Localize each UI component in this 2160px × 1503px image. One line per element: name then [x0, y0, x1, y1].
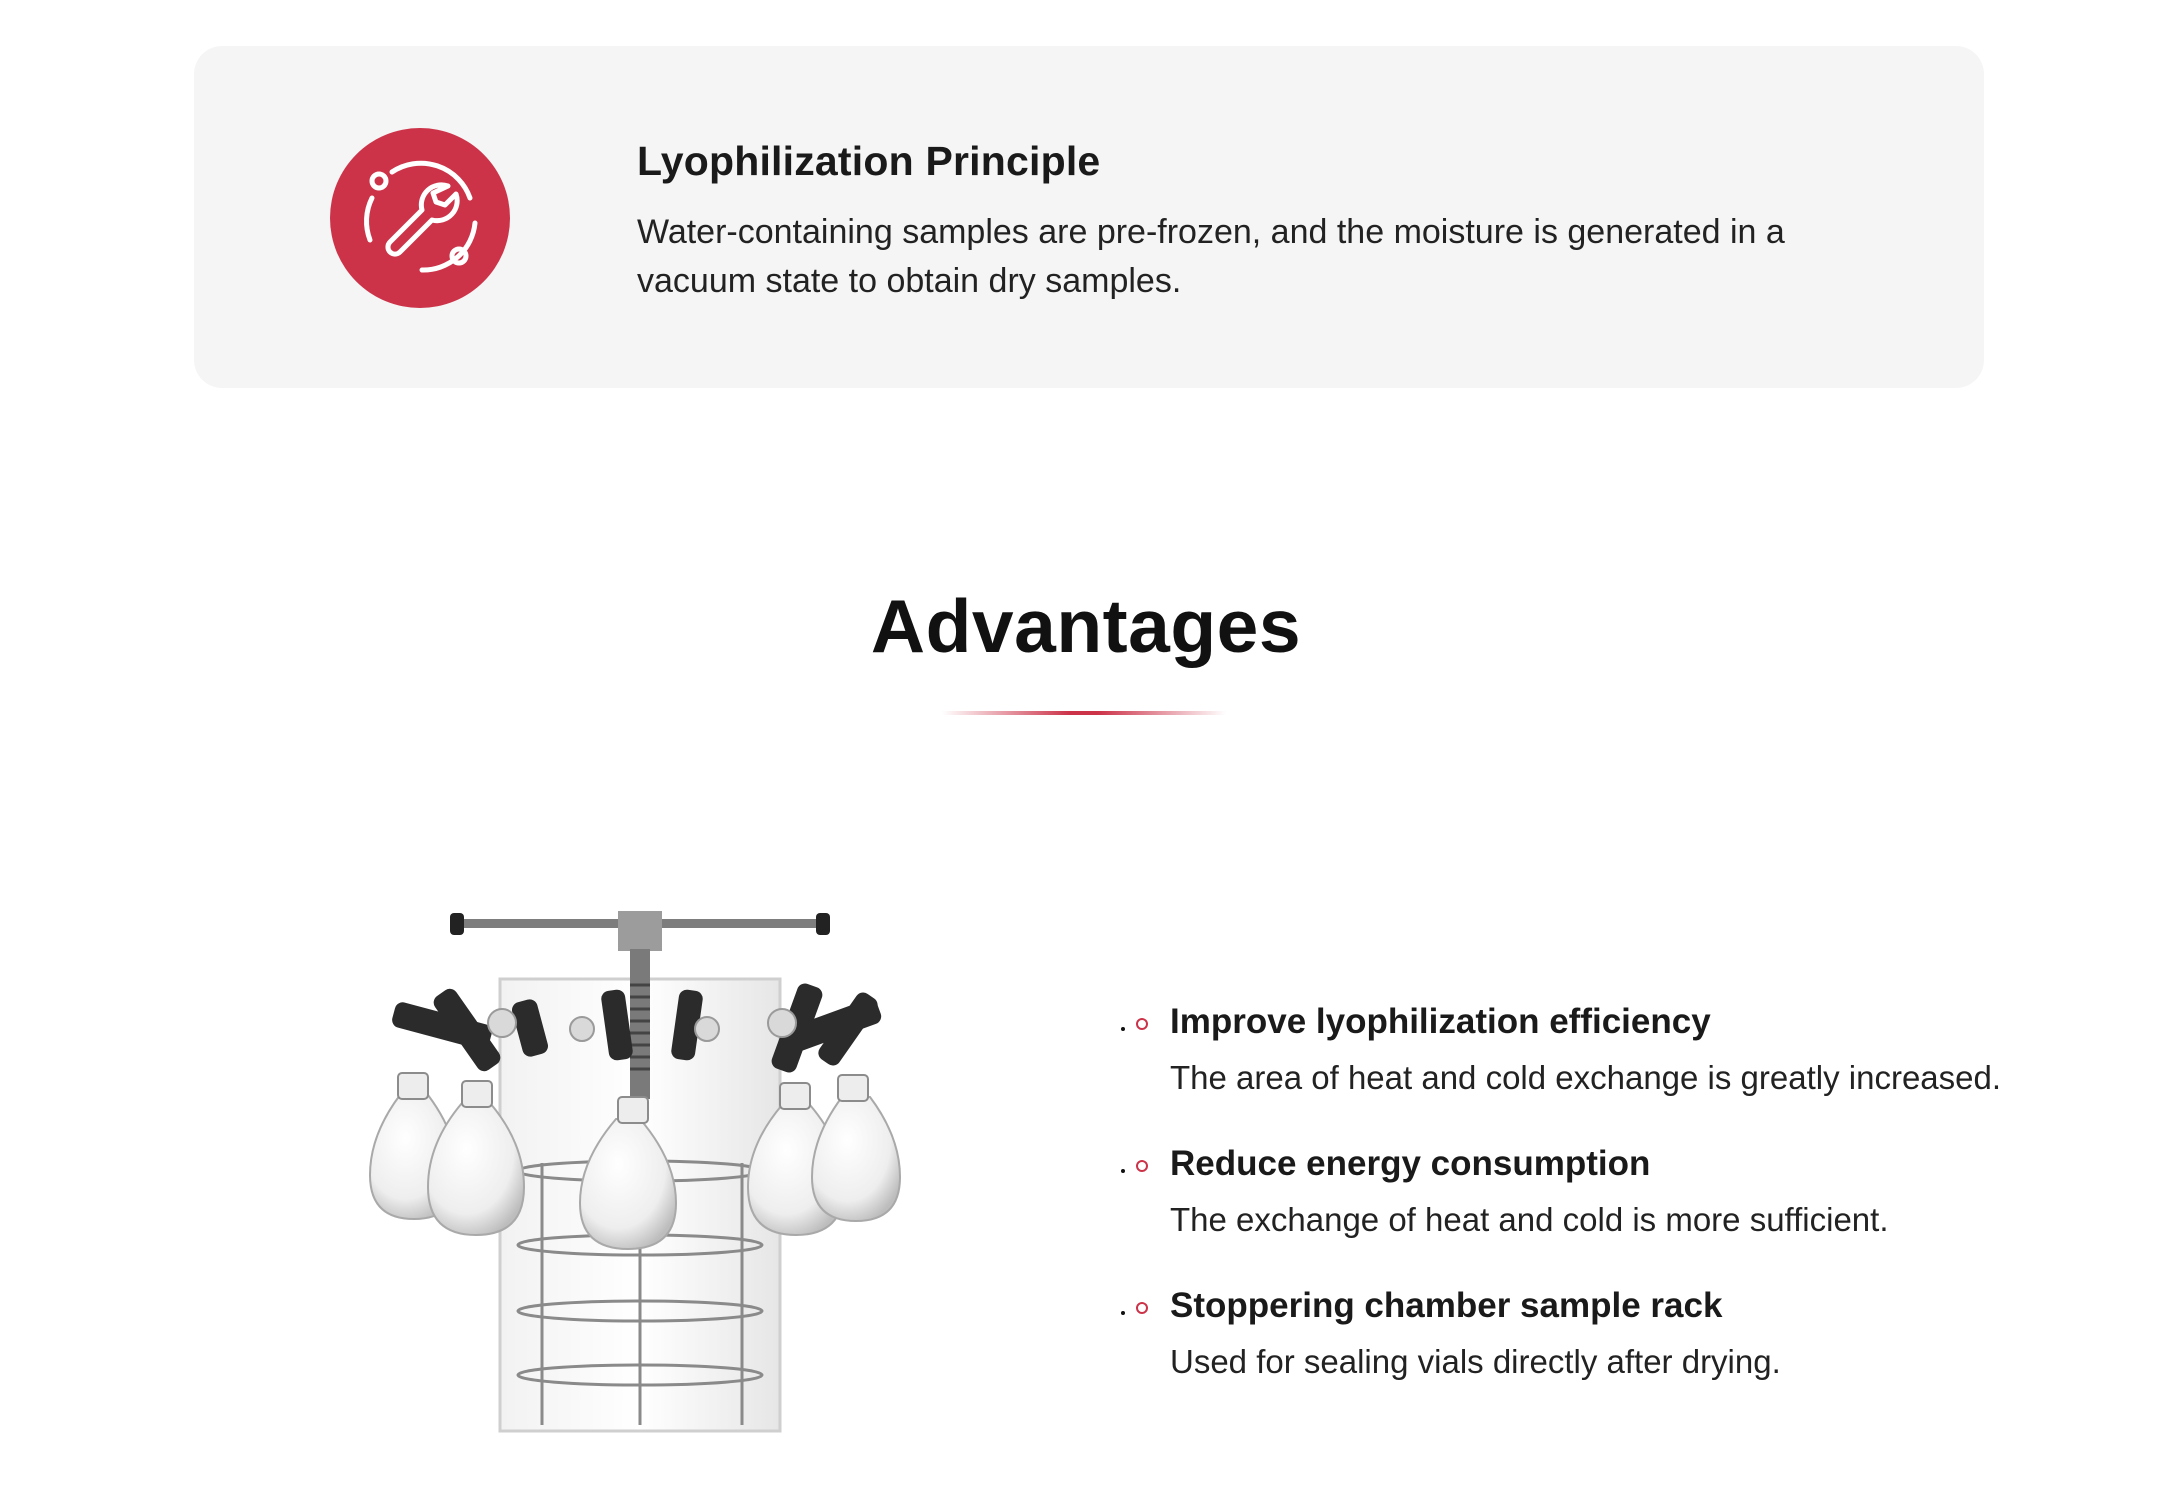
principle-card [194, 46, 1984, 388]
bullet-icon [1136, 1302, 1148, 1314]
advantage-title: • Reduce energy consumption [1170, 1144, 1651, 1183]
principle-description: Water-containing samples are pre-frozen, and the moisture is generated in a vacuum state to obtain dry samples. [637, 213, 1785, 300]
bullet-icon [1136, 1018, 1148, 1030]
advantage-title: • Improve lyophilization efficiency [1170, 1002, 1711, 1041]
heading-underline [942, 711, 1226, 715]
advantages-heading: Advantages [870, 584, 1302, 668]
list-item [1136, 1142, 2136, 1242]
list-item [1136, 1000, 2136, 1100]
advantage-description: Used for sealing vials directly after drying. [1170, 1343, 1781, 1380]
principle-icon-badge [330, 128, 510, 308]
advantage-description: The area of heat and cold exchange is greatly increased. [1170, 1059, 2002, 1096]
advantage-title: • Stoppering chamber sample rack [1170, 1286, 1723, 1325]
advantage-description: The exchange of heat and cold is more sufficient. [1170, 1201, 1889, 1238]
freeze-dryer-manifold-image [312, 905, 972, 1437]
principle-title: Lyophilization Principle [637, 138, 1101, 184]
wrench-icon [330, 128, 510, 308]
list-item [1136, 1284, 2136, 1384]
advantages-list [1136, 1000, 2136, 1384]
bullet-icon [1136, 1160, 1148, 1172]
